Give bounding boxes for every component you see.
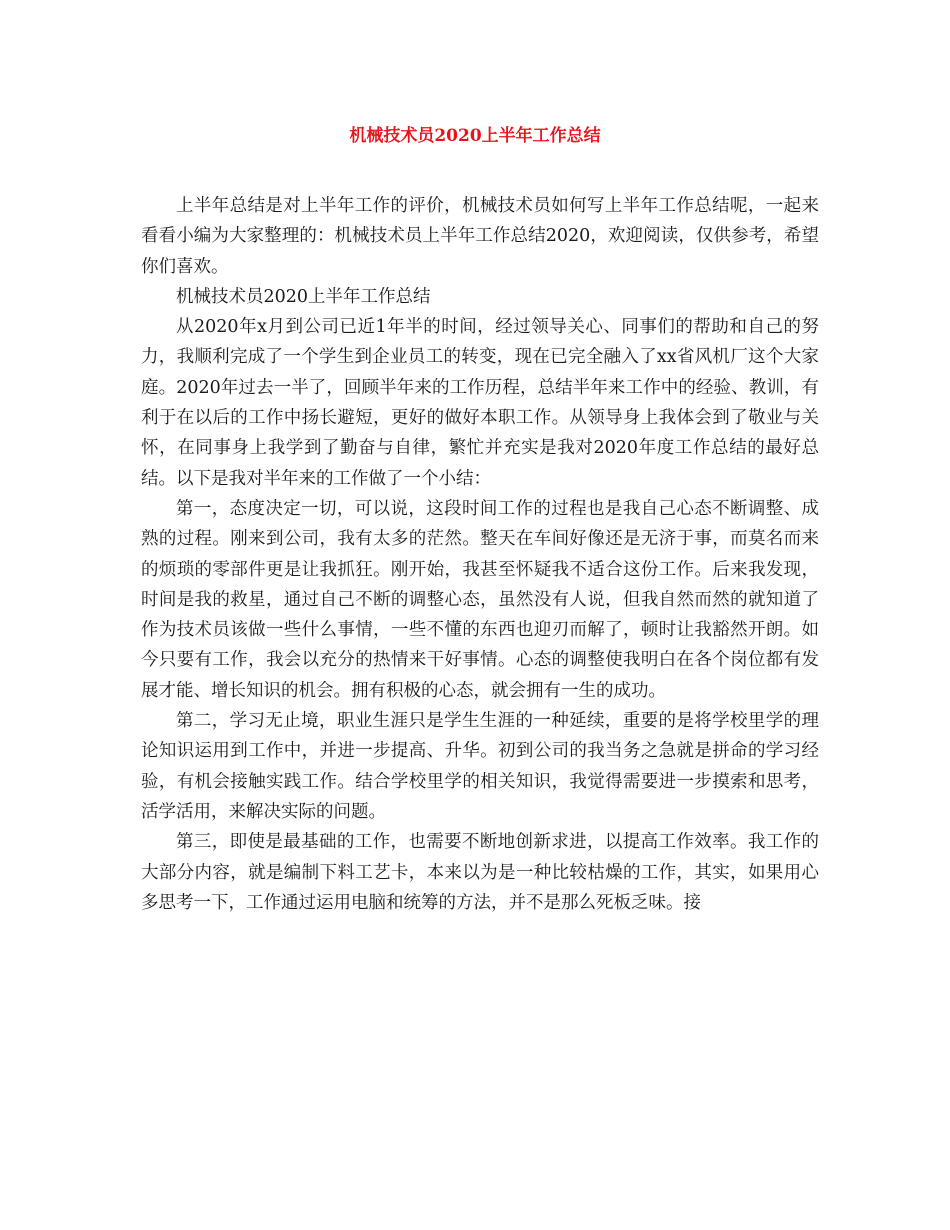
paragraph-point-three: 第三，即使是最基础的工作，也需要不断地创新求进，以提高工作效率。我工作的大部分内容，就是编制下料工艺卡，本来以为是一种比较枯燥的工作，其实，如果用心多思考一下，工作通过运用电脑和统筹的方法，并不是那么死板乏味。接 [141, 832, 819, 913]
paragraph-overview: 从2020年x月到公司已近1年半的时间，经过领导关心、同事们的帮助和自己的努力，我顺利完成了一个学生到企业员工的转变，现在已完全融入了xx省风机厂这个大家庭。2020年过去一半了，回顾半年来的工作历程，总结半年来工作中的经验、教训，有利于在以后的工作中扬长避短，更好的做好本职工作。从领导身上我体会到了敬业与关怀，在同事身上我学到了勤奋与自律，繁忙并充实是我对2020年度工作总结的最好总结。以下是我对半年来的工作做了一个小结： [141, 317, 819, 489]
paragraph-subtitle: 机械技术员2020上半年工作总结 [176, 286, 431, 307]
paragraph-intro: 上半年总结是对上半年工作的评价，机械技术员如何写上半年工作总结呢，一起来看看小编为大家整理的：机械技术员上半年工作总结2020，欢迎阅读，仅供参考，希望你们喜欢。 [141, 196, 819, 277]
paragraph-point-two: 第二，学习无止境，职业生涯只是学生生涯的一种延续，重要的是将学校里学的理论知识运用到工作中，并进一步提高、升华。初到公司的我当务之急就是拼命的学习经验，有机会接触实践工作。结合学校里学的相关知识，我觉得需要进一步摸索和思考，活学活用，来解决实际的问题。 [141, 711, 819, 822]
document-title: 机械技术员2020上半年工作总结 [349, 126, 601, 146]
paragraph-point-one: 第一，态度决定一切，可以说，这段时间工作的过程也是我自己心态不断调整、成熟的过程。刚来到公司，我有太多的茫然。整天在车间好像还是无济于事，而莫名而来的烦琐的零部件更是让我抓狂。刚开始，我甚至怀疑我不适合这份工作。后来我发现，时间是我的救星，通过自己不断的调整心态，虽然没有人说，但我自然而然的就知道了作为技术员该做一些什么事情，一些不懂的东西也迎刃而解了，顿时让我豁然开朗。如今只要有工作，我会以充分的热情来干好事情。心态的调整使我明白在各个岗位都有发展才能、增长知识的机会。拥有积极的心态，就会拥有一生的成功。 [141, 498, 819, 701]
document-body [141, 191, 819, 918]
